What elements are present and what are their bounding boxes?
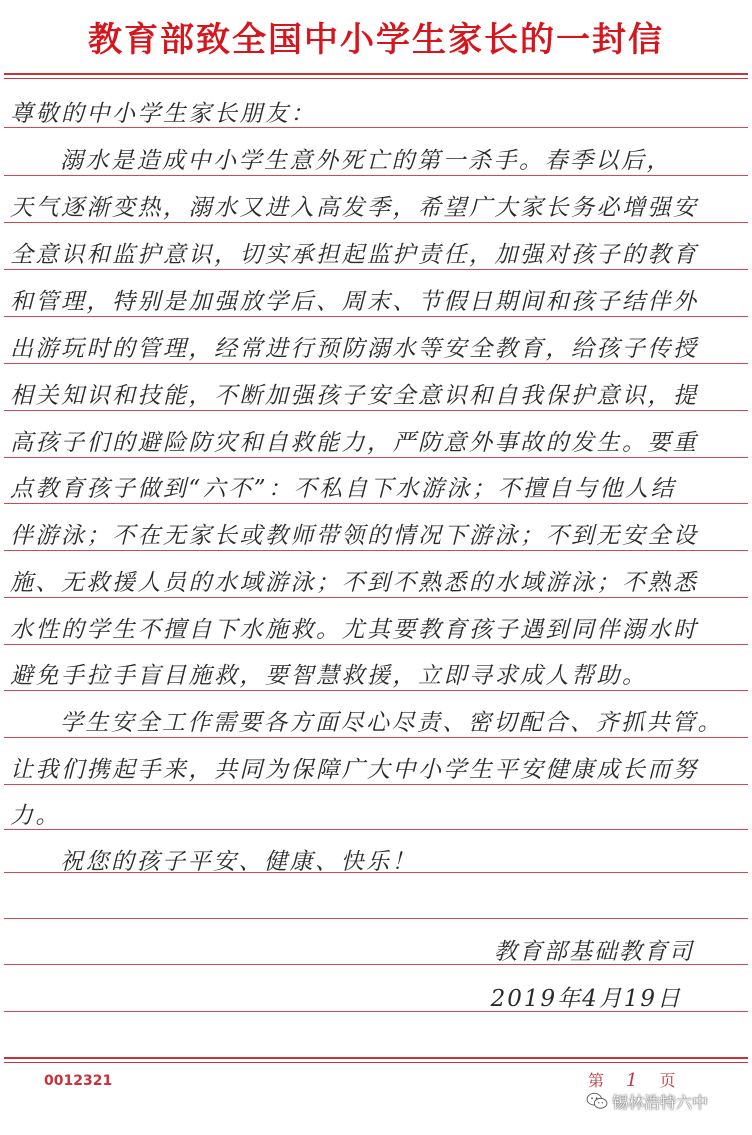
ruled-line — [4, 222, 748, 223]
closing-line: 祝您的孩子平安、健康、快乐！ — [60, 849, 417, 875]
ruled-line — [4, 410, 748, 411]
signature-org: 教育部基础教育司 — [494, 939, 694, 965]
ruled-line — [4, 457, 748, 458]
page-prefix: 第 — [588, 1071, 605, 1090]
serial-number: 0012321 — [44, 1073, 113, 1089]
salutation: 尊敬的中小学生家长朋友： — [10, 101, 316, 127]
ruled-line — [4, 316, 748, 317]
body-line: 溺水是造成中小学生意外死亡的第一杀手。春季以后， — [60, 148, 672, 174]
watermark — [586, 1090, 708, 1112]
wechat-icon — [586, 1092, 608, 1110]
body-line: 学生安全工作需要各方面尽心尽责、密切配合、齐抓共管。 — [60, 710, 723, 736]
body-line: 点教育孩子做到“六不”：不私自下水游泳；不擅自与他人结 — [10, 476, 677, 502]
ruled-line — [4, 550, 748, 551]
body-line: 高孩子们的避险防灾和自救能力，严防意外事故的发生。要重 — [10, 430, 699, 456]
body-line: 力。 — [10, 803, 61, 829]
ruled-line — [4, 784, 748, 785]
body-line: 相关知识和技能，不断加强孩子安全意识和自我保护意识，提 — [10, 383, 699, 409]
signature-date: 2019年4月19日 — [490, 986, 682, 1012]
ruled-line — [4, 597, 748, 598]
body-line: 天气逐渐变热，溺水又进入高发季，希望广大家长务必增强安 — [10, 195, 699, 221]
body-line: 伴游泳；不在无家长或教师带领的情况下游泳；不到无安全设 — [10, 523, 699, 549]
ruled-line — [4, 269, 748, 270]
ruled-line — [4, 363, 748, 364]
ruled-line — [4, 644, 748, 645]
page-number — [588, 1068, 675, 1091]
body-line: 让我们携起手来，共同为保障广大中小学生平安健康成长而努 — [10, 757, 699, 783]
body-line: 全意识和监护意识，切实承担起监护责任，加强对孩子的教育 — [10, 242, 699, 268]
footer-rule — [4, 1057, 748, 1059]
body-line: 和管理，特别是加强放学后、周末、节假日期间和孩子结伴外 — [10, 289, 699, 315]
watermark-text: 锡林浩特六中 — [612, 1092, 709, 1112]
ruled-line — [4, 175, 748, 176]
body-line: 施、无救援人员的水域游泳；不到不熟悉的水域游泳；不熟悉 — [10, 570, 699, 596]
body-line: 出游玩时的管理，经常进行预防溺水等安全教育，给孩子传授 — [10, 336, 699, 362]
ruled-line — [4, 737, 748, 738]
page-suffix: 页 — [659, 1071, 676, 1090]
page-title: 教育部致全国中小学生家长的一封信 — [88, 20, 664, 60]
ruled-line — [4, 918, 748, 919]
body-line: 避免手拉手盲目施救，要智慧救援，立即寻求成人帮助。 — [10, 663, 648, 689]
page-number-value: 1 — [626, 1070, 638, 1091]
ruled-line — [4, 503, 748, 504]
ruled-line — [4, 690, 748, 691]
body-line: 水性的学生不擅自下水施救。尤其要教育孩子遇到同伴溺水时 — [10, 617, 699, 643]
footer-rule-thin — [4, 1062, 748, 1063]
